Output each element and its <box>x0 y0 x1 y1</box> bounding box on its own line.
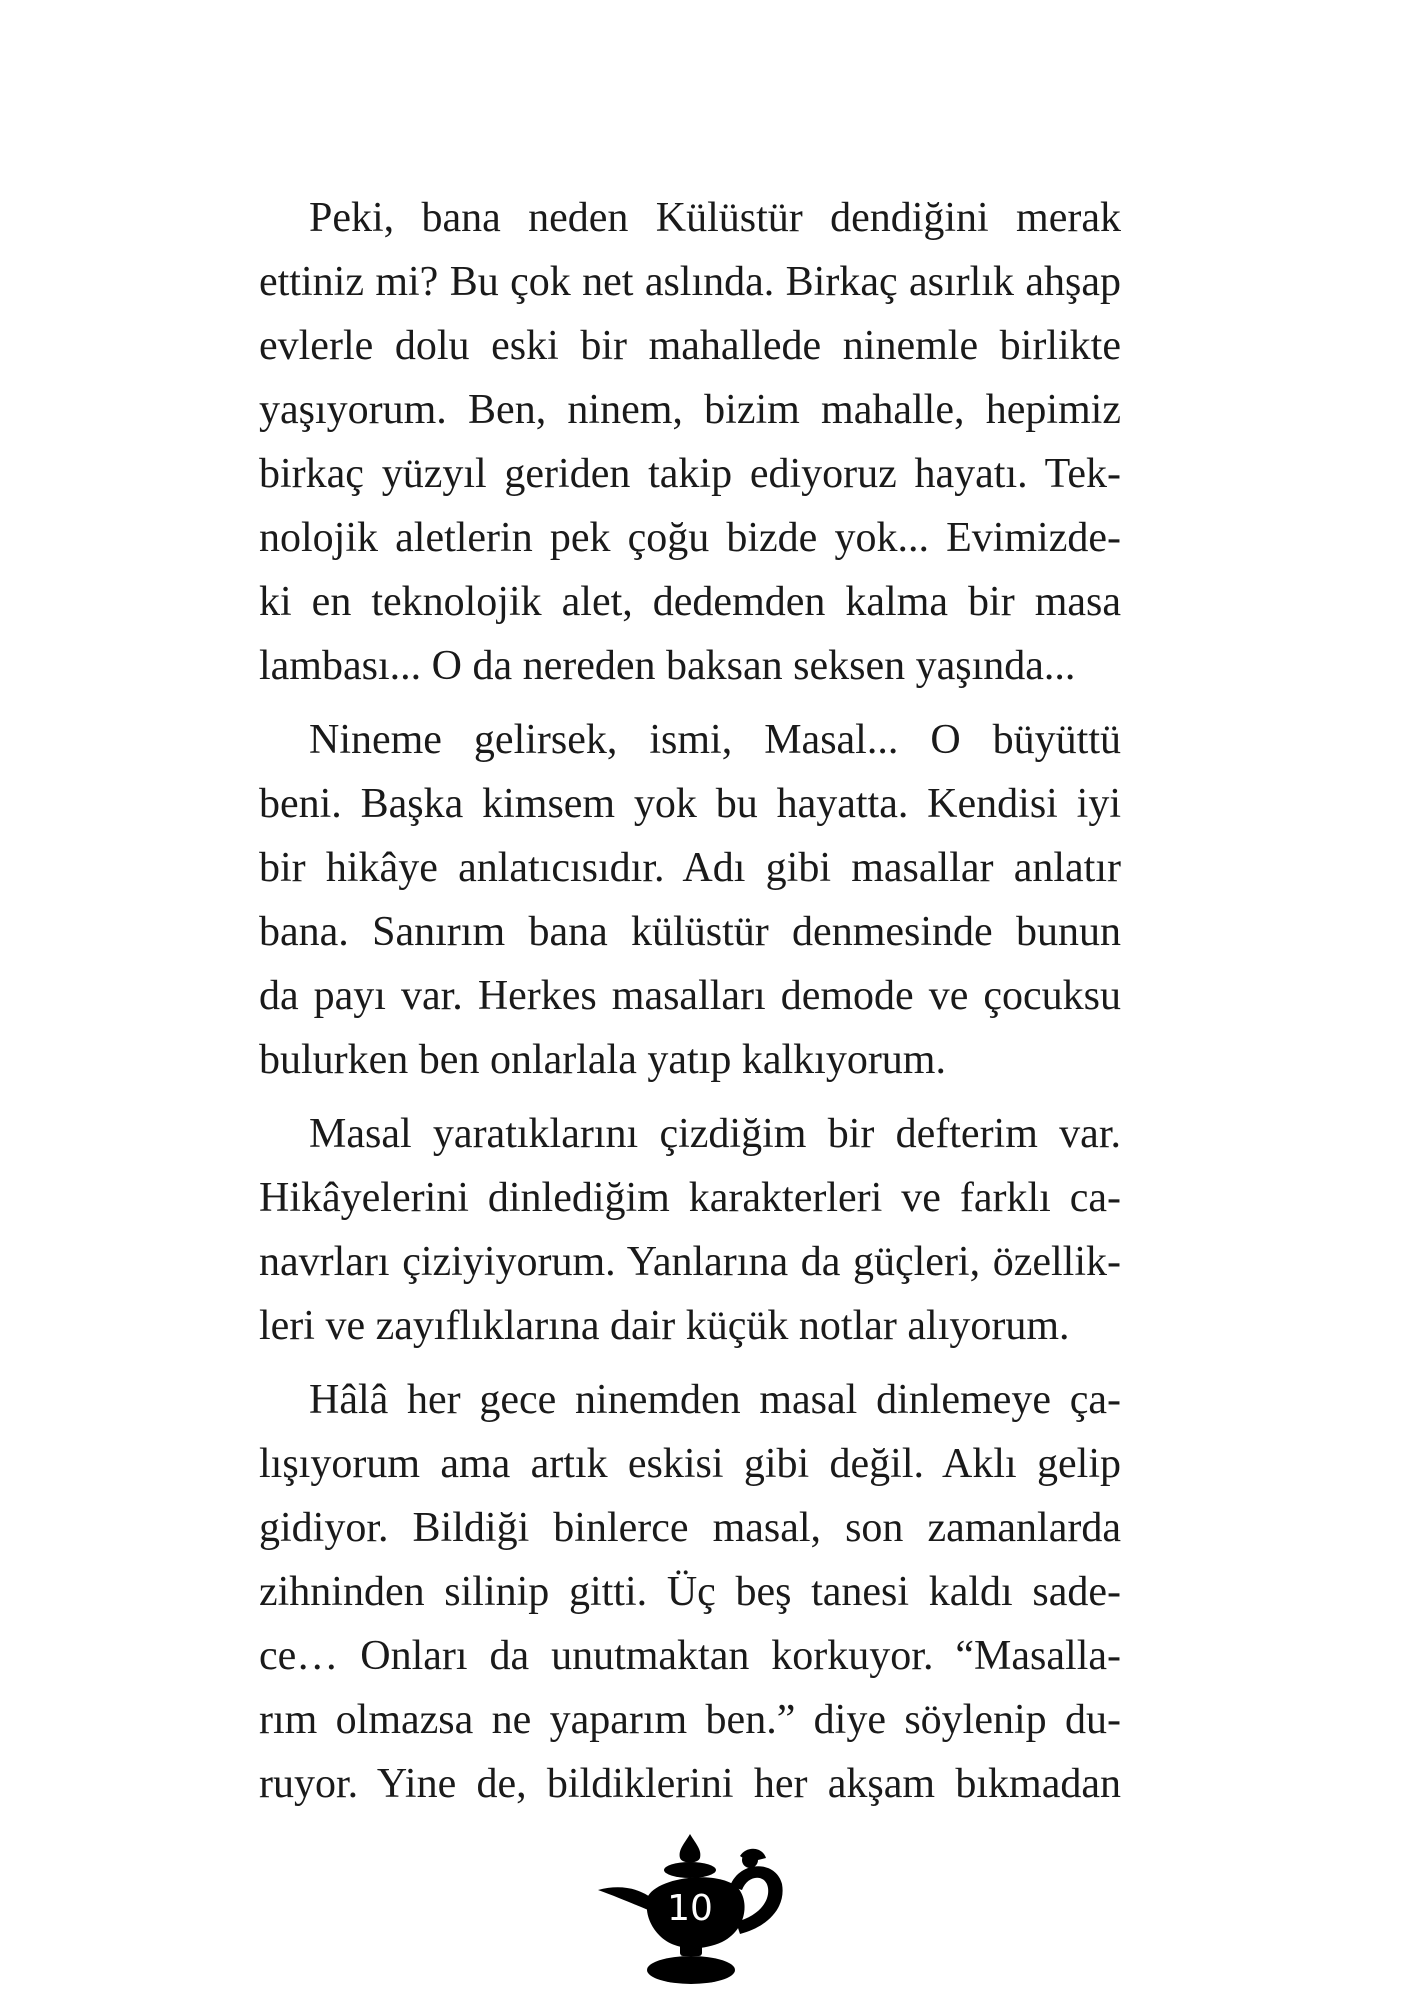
text-line: Peki, bana neden Külüstür dendiğini merak <box>309 195 1121 241</box>
paragraph-2 <box>259 708 1121 1092</box>
paragraph-1 <box>259 186 1121 698</box>
text-line: rım olmazsa ne yaparım ben.” diye söylenip du- <box>259 1697 1121 1743</box>
text-line: lışıyorum ama artık eskisi gibi değil. Aklı gelip <box>259 1441 1121 1487</box>
text-line: yaşıyorum. Ben, ninem, bizim mahalle, hepimiz <box>259 387 1121 433</box>
text-line: Masal yaratıklarını çizdiğim bir defterim var. <box>309 1111 1121 1157</box>
text-line: evlerle dolu eski bir mahallede ninemle birlikte <box>259 323 1121 369</box>
text-line: navrları çiziyiyorum. Yanlarına da güçleri, özellik- <box>259 1239 1121 1285</box>
page-footer <box>590 1830 790 1990</box>
text-line: Nineme gelirsek, ismi, Masal... O büyüttü <box>309 717 1121 763</box>
text-line: beni. Başka kimsem yok bu hayatta. Kendisi iyi <box>259 781 1121 827</box>
page-number: 10 <box>667 1888 713 1929</box>
text-line: leri ve zayıflıklarına dair küçük notlar alıyorum. <box>259 1303 1070 1349</box>
text-line: zihninden silinip gitti. Üç beş tanesi kaldı sade- <box>259 1569 1121 1615</box>
text-line: ki en teknolojik alet, dedemden kalma bir masa <box>259 579 1121 625</box>
paragraph-4 <box>259 1368 1121 1816</box>
body-text <box>259 186 1121 1826</box>
text-line: ettiniz mi? Bu çok net aslında. Birkaç asırlık ahşap <box>259 259 1121 305</box>
text-line: ruyor. Yine de, bildiklerini her akşam bıkmadan <box>259 1761 1121 1807</box>
text-line: Hâlâ her gece ninemden masal dinlemeye ça- <box>309 1377 1121 1423</box>
text-line: bulurken ben onlarlala yatıp kalkıyorum. <box>259 1037 946 1083</box>
text-line: birkaç yüzyıl geriden takip ediyoruz hayatı. Tek- <box>259 451 1121 497</box>
text-line: da payı var. Herkes masalları demode ve çocuksu <box>259 973 1121 1019</box>
text-line: ce… Onları da unutmaktan korkuyor. “Masalla- <box>259 1633 1121 1679</box>
text-line: lambası... O da nereden baksan seksen yaşında... <box>259 643 1076 689</box>
text-line: gidiyor. Bildiği binlerce masal, son zamanlarda <box>259 1505 1121 1551</box>
text-line: Hikâyelerini dinlediğim karakterleri ve farklı ca- <box>259 1175 1121 1221</box>
paragraph-3 <box>259 1102 1121 1358</box>
text-line: bana. Sanırım bana külüstür denmesinde bunun <box>259 909 1121 955</box>
text-line: nolojik aletlerin pek çoğu bizde yok... Evimizde- <box>259 515 1121 561</box>
text-line: bir hikâye anlatıcısıdır. Adı gibi masallar anlatır <box>259 845 1121 891</box>
